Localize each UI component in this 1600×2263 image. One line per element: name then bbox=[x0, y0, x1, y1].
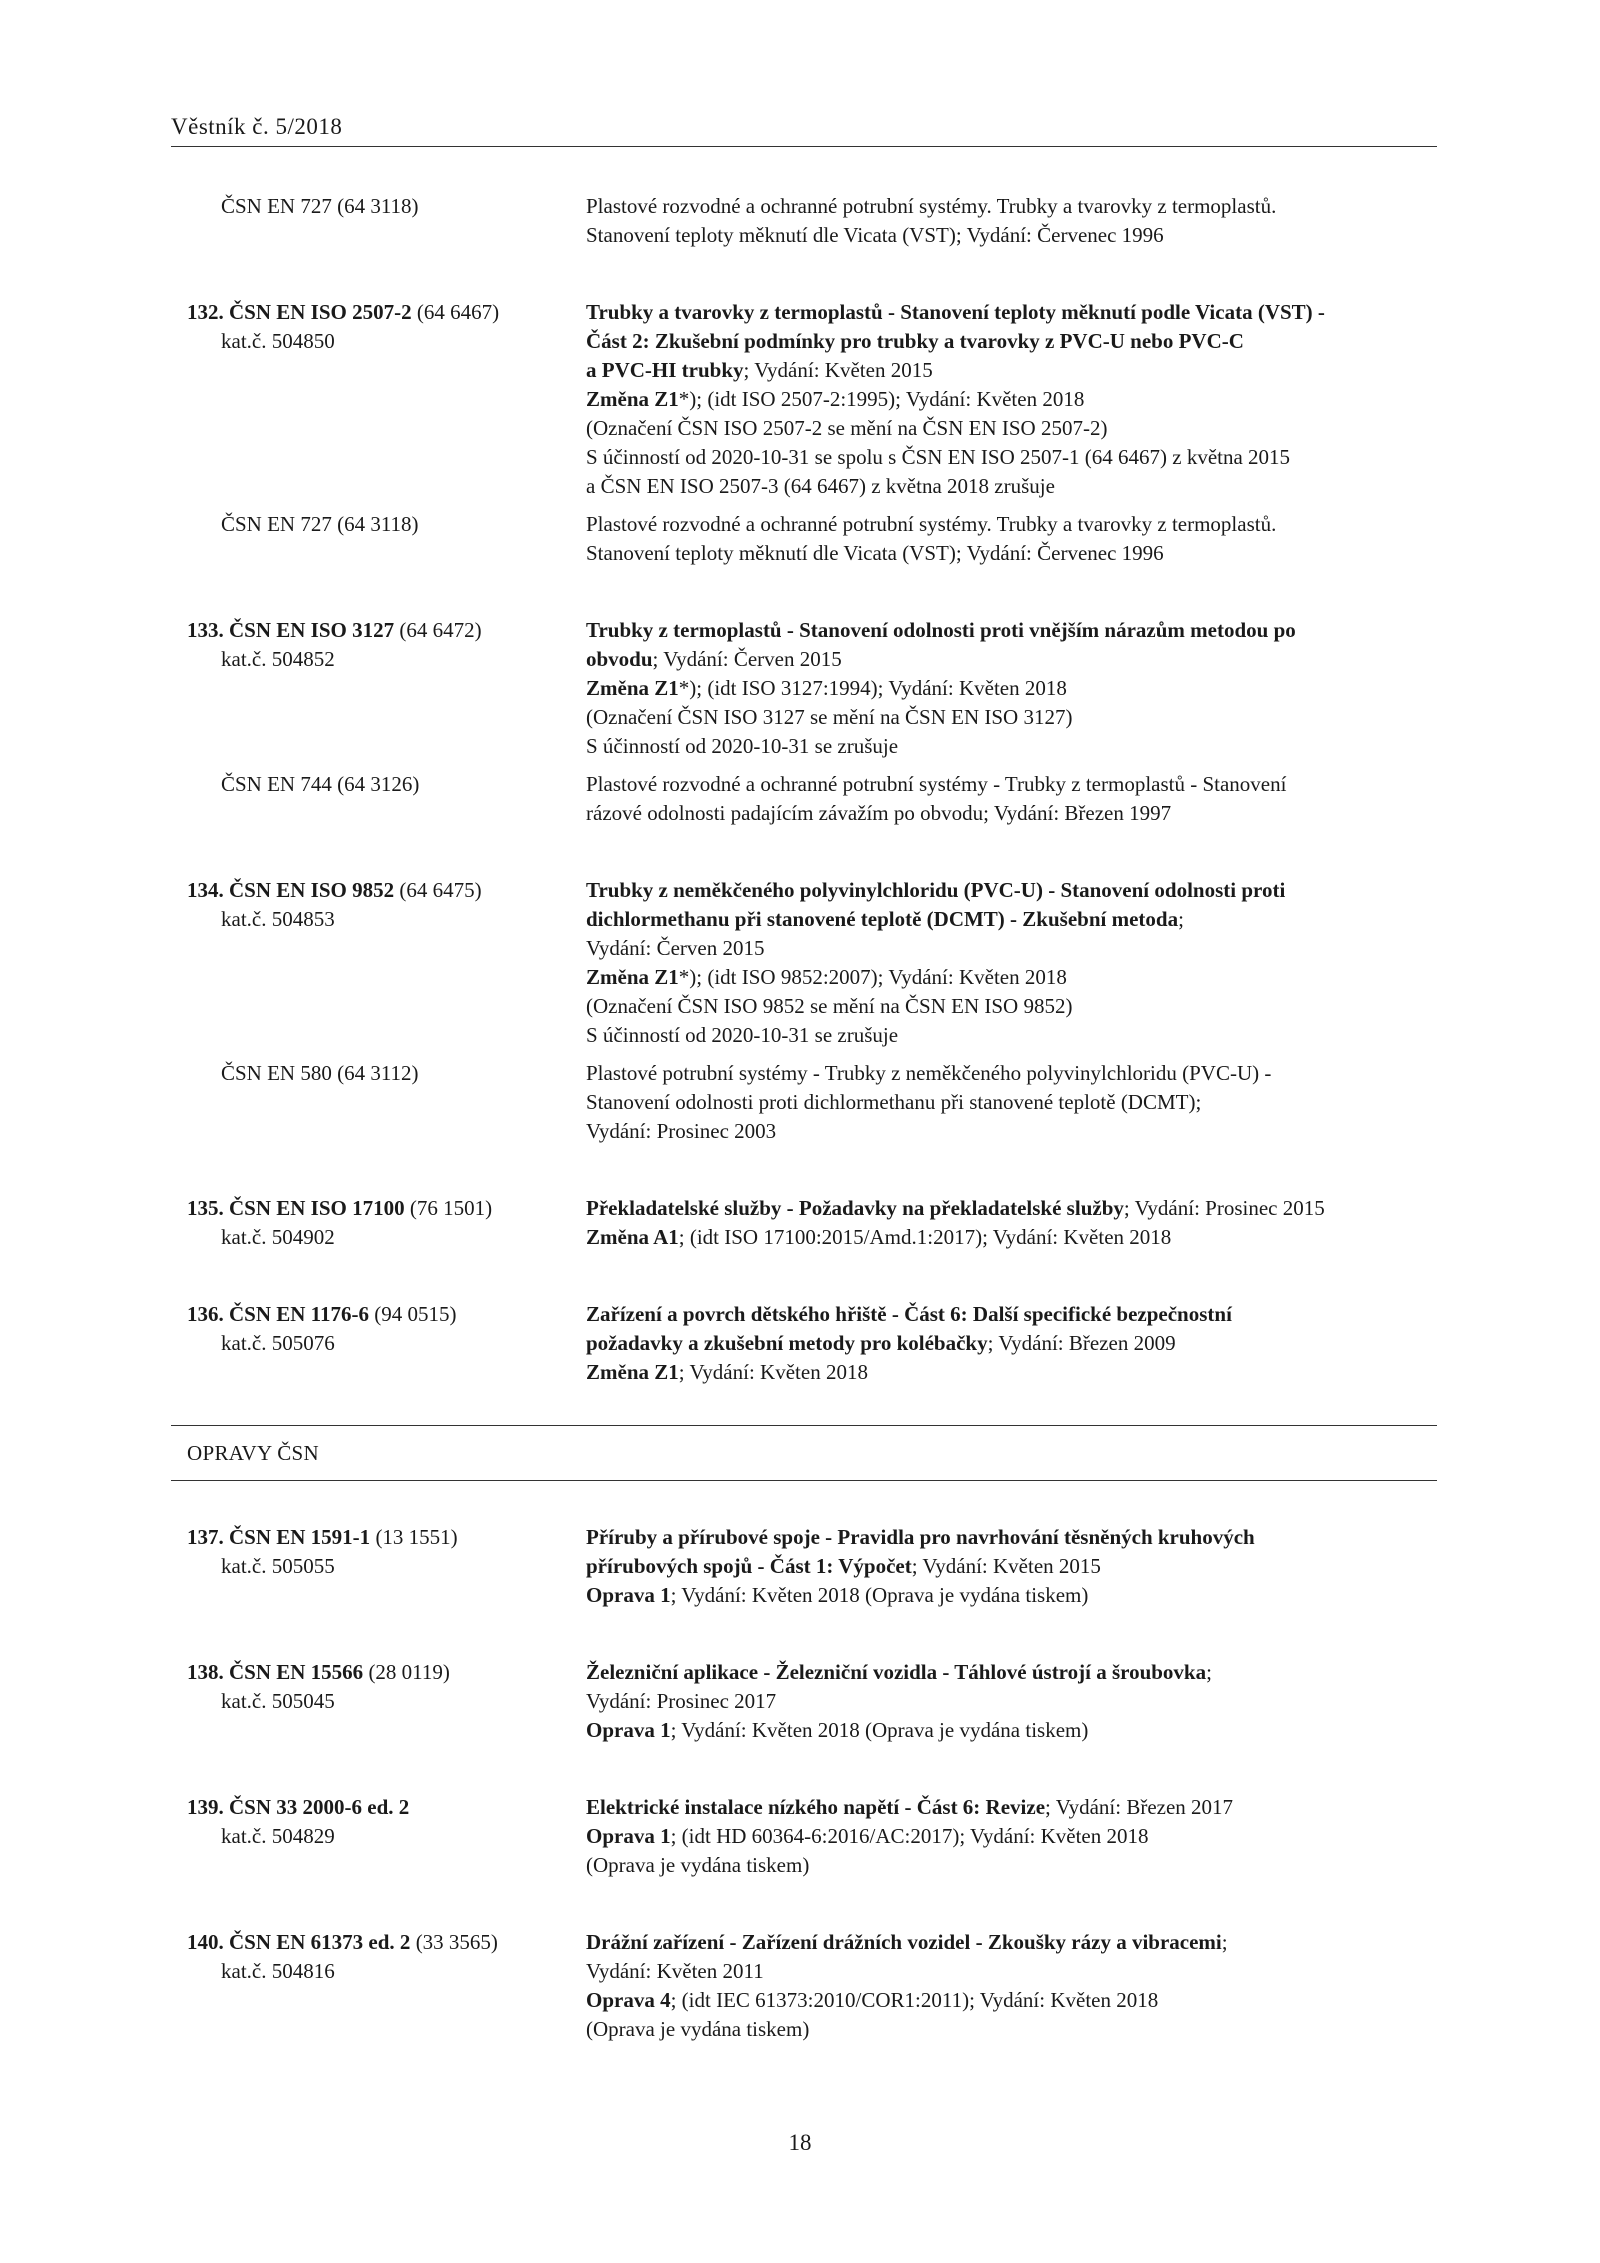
issue-line: Vydání: Prosinec 2017 bbox=[586, 1689, 777, 1713]
entry-title: Trubky a tvarovky z termoplastů - Stanovení teploty měknutí podle Vicata (VST) - bbox=[586, 300, 1325, 324]
correction-line: Oprava 1; Vydání: Květen 2018 (Oprava je vydána tiskem) bbox=[586, 1718, 1089, 1742]
entry-heading: 133. ČSN EN ISO 3127 (64 6472) bbox=[187, 618, 482, 642]
replaced-standard: ČSN EN 727 (64 3118) Plastové rozvodné a ochranné potrubní systémy. Trubky a tvarovky z termoplastů. Stanovení teploty měknutí dle Vicata (VST); Vydání: Červenec 1996 bbox=[221, 512, 1277, 565]
list-item: 136. ČSN EN 1176-6 (94 0515) kat.č. 505076 Zařízení a povrch dětského hřiště - Část 6: Další specifické bezpečnostní požadavky a zkušební metody pro kolébačky; Vydání: Březen 2009 Změna Z1; Vydání: Květen 2018 bbox=[171, 1300, 1437, 1387]
note-line: (Oprava je vydána tiskem) bbox=[586, 1853, 810, 1877]
catalog-number: kat.č. 504853 bbox=[221, 907, 335, 931]
standard-code: ČSN EN 727 (64 3118) bbox=[221, 194, 419, 218]
header-divider bbox=[171, 146, 1437, 147]
entry-title: Zařízení a povrch dětského hřiště - Část 6: Další specifické bezpečnostní bbox=[586, 1302, 1232, 1326]
list-item: 132. ČSN EN ISO 2507-2 (64 6467) kat.č. 504850 Trubky a tvarovky z termoplastů - Stanovení teploty měknutí podle Vicata (VST) - Část 2: Zkušební podmínky pro trubky a tvarovky z PVC-U nebo PVC-C a PVC-HI trubky; Vydání: Květen 2015 Změna Z1*); (idt ISO 2507-2:1995); Vydání: Květen 2018 (Označení ČSN ISO 2507-2 se mění na ČSN EN ISO 2507-2) S účinností od 2020-10-31 se spolu s ČSN EN ISO 2507-1 (64 6467) z května 2015 a ČSN EN ISO 2507-3 (64 6467) z května 2018 zrušuje ČSN EN 727 (64 3118) Plastové rozvodné a ochranné potrubní systémy. Trubky a tvarovky z termoplastů. Stanovení teploty měknutí dle Vicata (VST); Vydání: Červenec 1996 bbox=[171, 298, 1437, 568]
entry-heading: 132. ČSN EN ISO 2507-2 (64 6467) bbox=[187, 300, 500, 324]
note-line: (Označení ČSN ISO 2507-2 se mění na ČSN EN ISO 2507-2) bbox=[586, 416, 1108, 440]
entry-title: Trubky z termoplastů - Stanovení odolnosti proti vnějším nárazům metodou po bbox=[586, 618, 1296, 642]
entry-title: Drážní zařízení - Zařízení drážních vozidel - Zkoušky rázy a vibracemi; bbox=[586, 1930, 1228, 1954]
correction-line: Oprava 1; (idt HD 60364-6:2016/AC:2017); Vydání: Květen 2018 bbox=[586, 1824, 1149, 1848]
section-title: OPRAVY ČSN bbox=[187, 1441, 319, 1465]
change-line: Změna Z1; Vydání: Květen 2018 bbox=[586, 1360, 868, 1384]
list-item: 137. ČSN EN 1591-1 (13 1551) kat.č. 505055 Příruby a přírubové spoje - Pravidla pro navrhování těsněných kruhových přírubových spojů - Část 1: Výpočet; Vydání: Květen 2015 Oprava 1; Vydání: Květen 2018 (Oprava je vydána tiskem) bbox=[171, 1523, 1437, 1610]
issue-line: Vydání: Červen 2015 bbox=[586, 936, 765, 960]
list-item: 134. ČSN EN ISO 9852 (64 6475) kat.č. 504853 Trubky z neměkčeného polyvinylchloridu (PVC-U) - Stanovení odolnosti proti dichlormethanu při stanovené teplotě (DCMT) - Zkušební metoda; Vydání: Červen 2015 Změna Z1*); (idt ISO 9852:2007); Vydání: Květen 2018 (Označení ČSN ISO 9852 se mění na ČSN EN ISO 9852) S účinností od 2020-10-31 se zrušuje ČSN EN 580 (64 3112) Plastové potrubní systémy - Trubky z neměkčeného polyvinylchloridu (PVC-U) - Stanovení odolnosti proti dichlormethanu při stanovené teplotě (DCMT); Vydání: Prosinec 2003 bbox=[171, 876, 1437, 1146]
standard-code: ČSN EN 727 (64 3118) bbox=[221, 512, 419, 536]
replaced-standard: ČSN EN 580 (64 3112) Plastové potrubní systémy - Trubky z neměkčeného polyvinylchloridu (PVC-U) - Stanovení odolnosti proti dichlormethanu při stanovené teplotě (DCMT); Vydání: Prosinec 2003 bbox=[221, 1061, 1272, 1143]
catalog-number: kat.č. 505055 bbox=[221, 1554, 335, 1578]
note-line: (Označení ČSN ISO 3127 se mění na ČSN EN ISO 3127) bbox=[586, 705, 1073, 729]
catalog-number: kat.č. 504829 bbox=[221, 1824, 335, 1848]
note-line: S účinností od 2020-10-31 se spolu s ČSN EN ISO 2507-1 (64 6467) z května 2015 bbox=[586, 445, 1291, 469]
list-item bbox=[171, 1793, 1437, 1880]
entry-heading: 138. ČSN EN 15566 (28 0119) bbox=[187, 1660, 450, 1684]
correction-line: Oprava 4; (idt IEC 61373:2010/COR1:2011); Vydání: Květen 2018 bbox=[586, 1988, 1159, 2012]
catalog-number: kat.č. 504850 bbox=[221, 329, 335, 353]
note-line: a ČSN EN ISO 2507-3 (64 6467) z května 2018 zrušuje bbox=[586, 474, 1055, 498]
entry-title: Překladatelské služby - Požadavky na překladatelské služby; Vydání: Prosinec 2015 bbox=[586, 1196, 1325, 1220]
entry-heading: 140. ČSN EN 61373 ed. 2 (33 3565) bbox=[187, 1930, 498, 1954]
change-line: Změna Z1*); (idt ISO 3127:1994); Vydání: Květen 2018 bbox=[586, 676, 1067, 700]
entry-heading: 137. ČSN EN 1591-1 (13 1551) bbox=[187, 1525, 458, 1549]
entry-heading: 135. ČSN EN ISO 17100 (76 1501) bbox=[187, 1196, 493, 1220]
issue-line: Vydání: Květen 2011 bbox=[586, 1959, 764, 1983]
list-item bbox=[171, 1194, 1437, 1252]
catalog-number: kat.č. 505045 bbox=[221, 1689, 335, 1713]
document-body bbox=[171, 192, 1437, 2092]
catalog-number: kat.č. 505076 bbox=[221, 1331, 335, 1355]
note-line: (Označení ČSN ISO 9852 se mění na ČSN EN ISO 9852) bbox=[586, 994, 1073, 1018]
list-item bbox=[171, 1928, 1437, 2044]
list-item bbox=[171, 192, 1437, 250]
standard-title-line: Stanovení teploty měknutí dle Vicata (VST); Vydání: Červenec 1996 bbox=[586, 223, 1164, 247]
page-header-title: Věstník č. 5/2018 bbox=[171, 114, 343, 139]
entry-title: Příruby a přírubové spoje - Pravidla pro navrhování těsněných kruhových bbox=[586, 1525, 1255, 1549]
entry-heading: 136. ČSN EN 1176-6 (94 0515) bbox=[187, 1302, 457, 1326]
entry-title: Železniční aplikace - Železniční vozidla - Táhlové ústrojí a šroubovka; bbox=[586, 1660, 1212, 1684]
entry-heading: 139. ČSN 33 2000-6 ed. 2 bbox=[187, 1795, 410, 1819]
section-divider bbox=[171, 1480, 1437, 1481]
list-item bbox=[171, 1658, 1437, 1745]
standard-title-line: Plastové rozvodné a ochranné potrubní systémy. Trubky a tvarovky z termoplastů. bbox=[586, 194, 1277, 218]
entry-heading: 134. ČSN EN ISO 9852 (64 6475) bbox=[187, 878, 482, 902]
page-number: 18 bbox=[788, 2130, 812, 2155]
entry-title: Elektrické instalace nízkého napětí - Část 6: Revize; Vydání: Březen 2017 bbox=[586, 1795, 1234, 1819]
standard-code: ČSN EN 744 (64 3126) bbox=[221, 772, 420, 796]
change-line: Změna A1; (idt ISO 17100:2015/Amd.1:2017); Vydání: Květen 2018 bbox=[586, 1225, 1172, 1249]
note-line: S účinností od 2020-10-31 se zrušuje bbox=[586, 734, 899, 758]
note-line: S účinností od 2020-10-31 se zrušuje bbox=[586, 1023, 899, 1047]
change-line: Změna Z1*); (idt ISO 9852:2007); Vydání: Květen 2018 bbox=[586, 965, 1067, 989]
change-line: Změna Z1*); (idt ISO 2507-2:1995); Vydání: Květen 2018 bbox=[586, 387, 1085, 411]
note-line: (Oprava je vydána tiskem) bbox=[586, 2017, 810, 2041]
entry-title: Trubky z neměkčeného polyvinylchloridu (PVC-U) - Stanovení odolnosti proti bbox=[586, 878, 1286, 902]
catalog-number: kat.č. 504852 bbox=[221, 647, 335, 671]
correction-line: Oprava 1; Vydání: Květen 2018 (Oprava je vydána tiskem) bbox=[586, 1583, 1089, 1607]
standard-code: ČSN EN 580 (64 3112) bbox=[221, 1061, 419, 1085]
catalog-number: kat.č. 504816 bbox=[221, 1959, 335, 1983]
list-item: 133. ČSN EN ISO 3127 (64 6472) kat.č. 504852 Trubky z termoplastů - Stanovení odolnosti proti vnějším nárazům metodou po obvodu; Vydání: Červen 2015 Změna Z1*); (idt ISO 3127:1994); Vydání: Květen 2018 (Označení ČSN ISO 3127 se mění na ČSN EN ISO 3127) S účinností od 2020-10-31 se zrušuje ČSN EN 744 (64 3126) Plastové rozvodné a ochranné potrubní systémy - Trubky z termoplastů - Stanovení rázové odolnosti padajícím závažím po obvodu; Vydání: Březen 1997 bbox=[171, 616, 1437, 828]
replaced-standard: ČSN EN 744 (64 3126) Plastové rozvodné a ochranné potrubní systémy - Trubky z termoplastů - Stanovení rázové odolnosti padajícím závažím po obvodu; Vydání: Březen 1997 bbox=[221, 772, 1287, 825]
catalog-number: kat.č. 504902 bbox=[221, 1225, 335, 1249]
